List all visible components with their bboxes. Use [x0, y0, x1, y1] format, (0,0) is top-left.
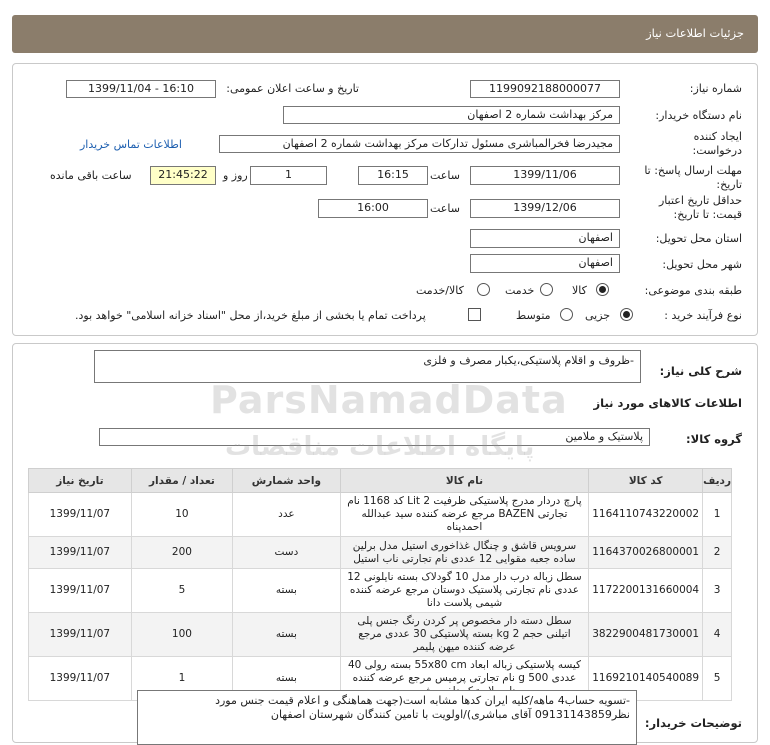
buyer-notes-field: -تسویه حساب4 ماهه/کلیه ایران کدها مشابه است(جهت هماهنگی و اعلام قیمت جنس مورد نظر09131143859 آقای مباشری)/اولویت با تامین کنندگان شهرستان اصفهان [137, 690, 637, 745]
need-number-field: 1199092188000077 [470, 80, 620, 98]
deadline-time-field: 16:15 [358, 166, 428, 185]
col-header-unit: واحد شمارش [233, 469, 341, 493]
validity-label: حداقل تاریخ اعتبار قیمت: تا تاریخ: [658, 194, 742, 221]
validity-time-field: 16:00 [318, 199, 428, 218]
goods-group-label: گروه کالا: [686, 432, 742, 446]
announce-datetime-label: تاریخ و ساعت اعلان عمومی: [226, 82, 359, 95]
table-row [29, 569, 732, 613]
cell-need-date: 1399/11/07 [29, 569, 132, 613]
cell-unit: بسته [233, 657, 341, 701]
treasury-payment-checkbox[interactable] [468, 308, 481, 321]
creator-field: مجیدرضا فخرالمباشری مسئول تداركات مرکز بهداشت شماره 2 اصفهان [219, 135, 620, 153]
cell-name: سرویس قاشق و چنگال غذاخوری استیل مدل برلین ساده جعبه مقوایی 12 عددی نام تجارتی ناب استیل [340, 537, 589, 569]
table-row [29, 537, 732, 569]
deadline-date-field: 1399/11/06 [470, 166, 620, 185]
buyer-contact-link[interactable]: اطلاعات تماس خریدار [80, 138, 182, 151]
category-radio-service[interactable] [540, 283, 553, 296]
cell-quantity: 1 [131, 657, 232, 701]
city-label: شهر محل تحویل: [662, 258, 742, 271]
cell-unit: بسته [233, 613, 341, 657]
cell-code: 1164370026800001 [589, 537, 703, 569]
process-radio-minor[interactable] [620, 308, 633, 321]
cell-name: سطل زباله درب دار مدل 10 گودلاک بسته نایلونی 12 عددی نام تجارتی پلاستیک دوستان مرجع عرضه کننده شیمی پلاست دانا [340, 569, 589, 613]
days-field: 1 [250, 166, 327, 185]
cell-row-number: 5 [703, 657, 732, 701]
province-label: استان محل تحویل: [655, 232, 742, 245]
cell-quantity: 200 [131, 537, 232, 569]
province-field: اصفهان [470, 229, 620, 248]
days-label: روز و [223, 169, 248, 182]
page-title: جزئیات اطلاعات نیاز [646, 26, 744, 40]
buyer-org-field: مرکز بهداشت شماره 2 اصفهان [283, 106, 620, 124]
cell-unit: عدد [233, 493, 341, 537]
process-label: نوع فرآیند خرید : [664, 309, 742, 322]
treasury-payment-note: پرداخت تمام یا بخشی از مبلغ خرید،از محل "اسناد خزانه اسلامی" خواهد بود. [75, 309, 426, 322]
cell-need-date: 1399/11/07 [29, 493, 132, 537]
category-radio-goods[interactable] [596, 283, 609, 296]
process-option-medium: متوسط [516, 309, 551, 322]
cell-need-date: 1399/11/07 [29, 613, 132, 657]
table-row [29, 613, 732, 657]
validity-time-label: ساعت [430, 202, 460, 215]
cell-need-date: 1399/11/07 [29, 537, 132, 569]
category-radio-goods-service[interactable] [477, 283, 490, 296]
cell-row-number: 4 [703, 613, 732, 657]
goods-table [28, 468, 732, 701]
buyer-notes-label: توضیحات خریدار: [644, 716, 742, 730]
announce-datetime-field: 1399/11/04 - 16:10 [66, 80, 216, 98]
goods-group-field: پلاستیک و ملامین [99, 428, 650, 446]
deadline-time-label: ساعت [430, 169, 460, 182]
col-header-quantity: تعداد / مقدار [131, 469, 232, 493]
cell-quantity: 5 [131, 569, 232, 613]
cell-code: 3822900481730001 [589, 613, 703, 657]
cell-row-number: 3 [703, 569, 732, 613]
category-label: طبقه بندی موضوعی: [644, 284, 742, 297]
cell-quantity: 100 [131, 613, 232, 657]
cell-row-number: 1 [703, 493, 732, 537]
col-header-row-number: ردیف [703, 469, 732, 493]
page-header [12, 15, 758, 53]
deadline-label: مهلت ارسال پاسخ: تا تاریخ: [644, 164, 742, 191]
cell-code: 1164110743220002 [589, 493, 703, 537]
process-option-minor: جزیی [585, 309, 611, 322]
cell-name: کیسه پلاستیکی زباله ابعاد 55x80 cm بسته رولی 40 عددی 500 g نام تجارتی پرمیس مرجع عرضه کننده [340, 657, 589, 701]
col-header-need-date: تاریخ نیاز [29, 469, 132, 493]
category-option-goods-service: کالا/خدمت [416, 284, 464, 297]
cell-unit: دست [233, 537, 341, 569]
cell-name: سطل دسته دار مخصوص پر کردن رنگ جنس پلی اتیلنی حجم 2 kg بسته پلاستیکی 30 عددی مرجع عرضه کننده میهن پلیمر [340, 613, 589, 657]
creator-label: ایجاد کننده درخواست: [692, 130, 742, 157]
process-radio-medium[interactable] [560, 308, 573, 321]
watermark-subtext: پایگاه اطلاعات مناقصات [225, 432, 535, 462]
remaining-time-field: 21:45:22 [150, 166, 216, 185]
buyer-org-label: نام دستگاه خریدار: [655, 109, 742, 122]
summary-field: -ظروف و اقلام پلاستیکی،یکبار مصرف و فلزی [94, 350, 641, 383]
cell-name: پارچ دردار مدرج پلاستیکی ظرفیت 2 Lit کد 1168 نام تجارتی BAZEN مرجع عرضه کننده سید عبدالله احمدپناه [340, 493, 589, 537]
cell-quantity: 10 [131, 493, 232, 537]
cell-row-number: 2 [703, 537, 732, 569]
category-option-goods: کالا [572, 284, 587, 297]
remaining-time-label: ساعت باقی مانده [50, 169, 132, 182]
category-option-service: خدمت [505, 284, 535, 297]
table-header-row [29, 469, 732, 493]
cell-unit: بسته [233, 569, 341, 613]
cell-need-date: 1399/11/07 [29, 657, 132, 701]
validity-date-field: 1399/12/06 [470, 199, 620, 218]
cell-code: 1172200131660004 [589, 569, 703, 613]
goods-info-heading: اطلاعات کالاهای مورد نیاز [593, 396, 742, 410]
table-row [29, 493, 732, 537]
need-number-label: شماره نیاز: [689, 82, 742, 95]
col-header-name: نام کالا [340, 469, 589, 493]
city-field: اصفهان [470, 254, 620, 273]
watermark-text: ParsNamadData [210, 378, 568, 422]
cell-code: 1169210140540089 [589, 657, 703, 701]
col-header-code: کد کالا [589, 469, 703, 493]
summary-label: شرح کلی نیاز: [659, 364, 742, 378]
